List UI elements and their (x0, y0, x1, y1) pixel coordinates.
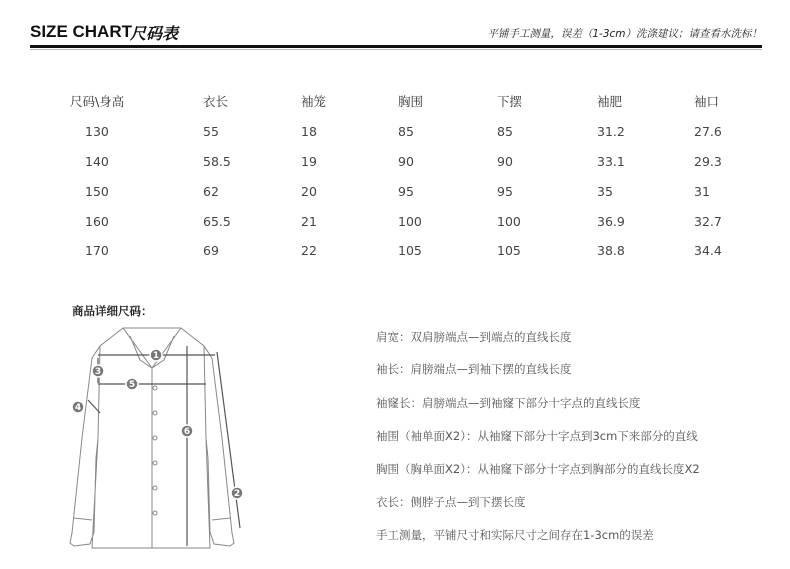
table-cell: 85 (398, 124, 414, 139)
table-row (70, 154, 770, 178)
table-cell: 130 (85, 124, 109, 139)
measurement-description: 袖窿长：肩膀端点—到袖窿下部分十字点的直线长度 (376, 396, 641, 410)
measurement-note: 平铺手工测量，误差（1-3cm）洗涤建议；请查看水洗标！ (487, 28, 762, 40)
table-cell: 31 (694, 184, 710, 199)
title-chinese: 尺码表 (130, 24, 179, 43)
table-cell: 95 (497, 184, 513, 199)
table-cell: 85 (497, 124, 513, 139)
table-cell: 31.2 (597, 124, 625, 139)
svg-text:3: 3 (94, 367, 102, 377)
table-cell: 150 (85, 184, 109, 199)
table-row (70, 243, 770, 267)
table-row (70, 124, 770, 148)
table-cell: 62 (203, 184, 219, 199)
table-cell: 20 (301, 184, 317, 199)
table-cell: 32.7 (694, 214, 722, 229)
marker-3 (92, 365, 104, 377)
table-cell: 58.5 (203, 154, 231, 169)
table-header-cell: 袖肥 (597, 94, 623, 109)
marker-2 (231, 487, 243, 499)
measurement-description: 肩宽：双肩膀端点—到端点的直线长度 (376, 330, 572, 344)
svg-text:6: 6 (183, 427, 191, 437)
table-header-cell: 下摆 (497, 94, 523, 109)
table-cell: 55 (203, 124, 219, 139)
measurement-description: 手工测量，平铺尺寸和实际尺寸之间存在1-3cm的误差 (376, 528, 654, 542)
table-cell: 22 (301, 243, 317, 258)
measure-markers (72, 349, 243, 499)
title-english: SIZE CHART (30, 22, 132, 41)
shirt-outline (70, 328, 234, 548)
table-cell: 90 (497, 154, 513, 169)
measurement-description: 袖围（袖单面X2）：从袖窿下部分十字点到3cm下来部分的直线 (376, 429, 698, 443)
table-header-cell: 衣长 (203, 94, 229, 109)
marker-4 (72, 401, 84, 413)
table-cell: 27.6 (694, 124, 722, 139)
table-cell: 100 (398, 214, 422, 229)
measurement-description: 袖长：肩膀端点—到袖下摆的直线长度 (376, 362, 572, 376)
svg-text:4: 4 (74, 403, 82, 413)
table-cell: 170 (85, 243, 109, 258)
table-header-cell: 袖口 (694, 94, 720, 109)
table-cell: 34.4 (694, 243, 722, 258)
shirt-diagram (60, 318, 255, 558)
table-cell: 160 (85, 214, 109, 229)
marker-5 (126, 378, 138, 390)
header-rule (30, 45, 762, 48)
table-cell: 29.3 (694, 154, 722, 169)
table-cell: 19 (301, 154, 317, 169)
table-header-cell: 尺码\身高 (70, 94, 125, 109)
table-cell: 36.9 (597, 214, 625, 229)
table-cell: 140 (85, 154, 109, 169)
table-cell: 35 (597, 184, 613, 199)
table-cell: 90 (398, 154, 414, 169)
header-rule-thin (30, 49, 762, 50)
marker-1 (150, 349, 162, 361)
detail-title: 商品详细尺码： (72, 304, 153, 318)
marker-6 (181, 425, 193, 437)
svg-text:2: 2 (233, 489, 241, 499)
measure-lines (88, 346, 240, 546)
svg-text:5: 5 (128, 380, 136, 390)
table-cell: 18 (301, 124, 317, 139)
table-cell: 33.1 (597, 154, 625, 169)
table-row (70, 184, 770, 208)
measurement-description: 衣长：侧脖子点—到下摆长度 (376, 495, 526, 509)
table-header-cell: 胸围 (398, 94, 424, 109)
table-cell: 100 (497, 214, 521, 229)
table-cell: 95 (398, 184, 414, 199)
measurement-description: 胸围（胸单面X2）：从袖窿下部分十字点到胸部分的直线长度X2 (376, 462, 700, 476)
table-cell: 105 (398, 243, 422, 258)
table-cell: 65.5 (203, 214, 231, 229)
table-cell: 21 (301, 214, 317, 229)
table-cell: 38.8 (597, 243, 625, 258)
svg-text:1: 1 (152, 351, 160, 361)
table-cell: 69 (203, 243, 219, 258)
table-header-cell: 袖笼 (301, 94, 327, 109)
table-header-row (70, 92, 770, 116)
table-row (70, 214, 770, 238)
table-cell: 105 (497, 243, 521, 258)
